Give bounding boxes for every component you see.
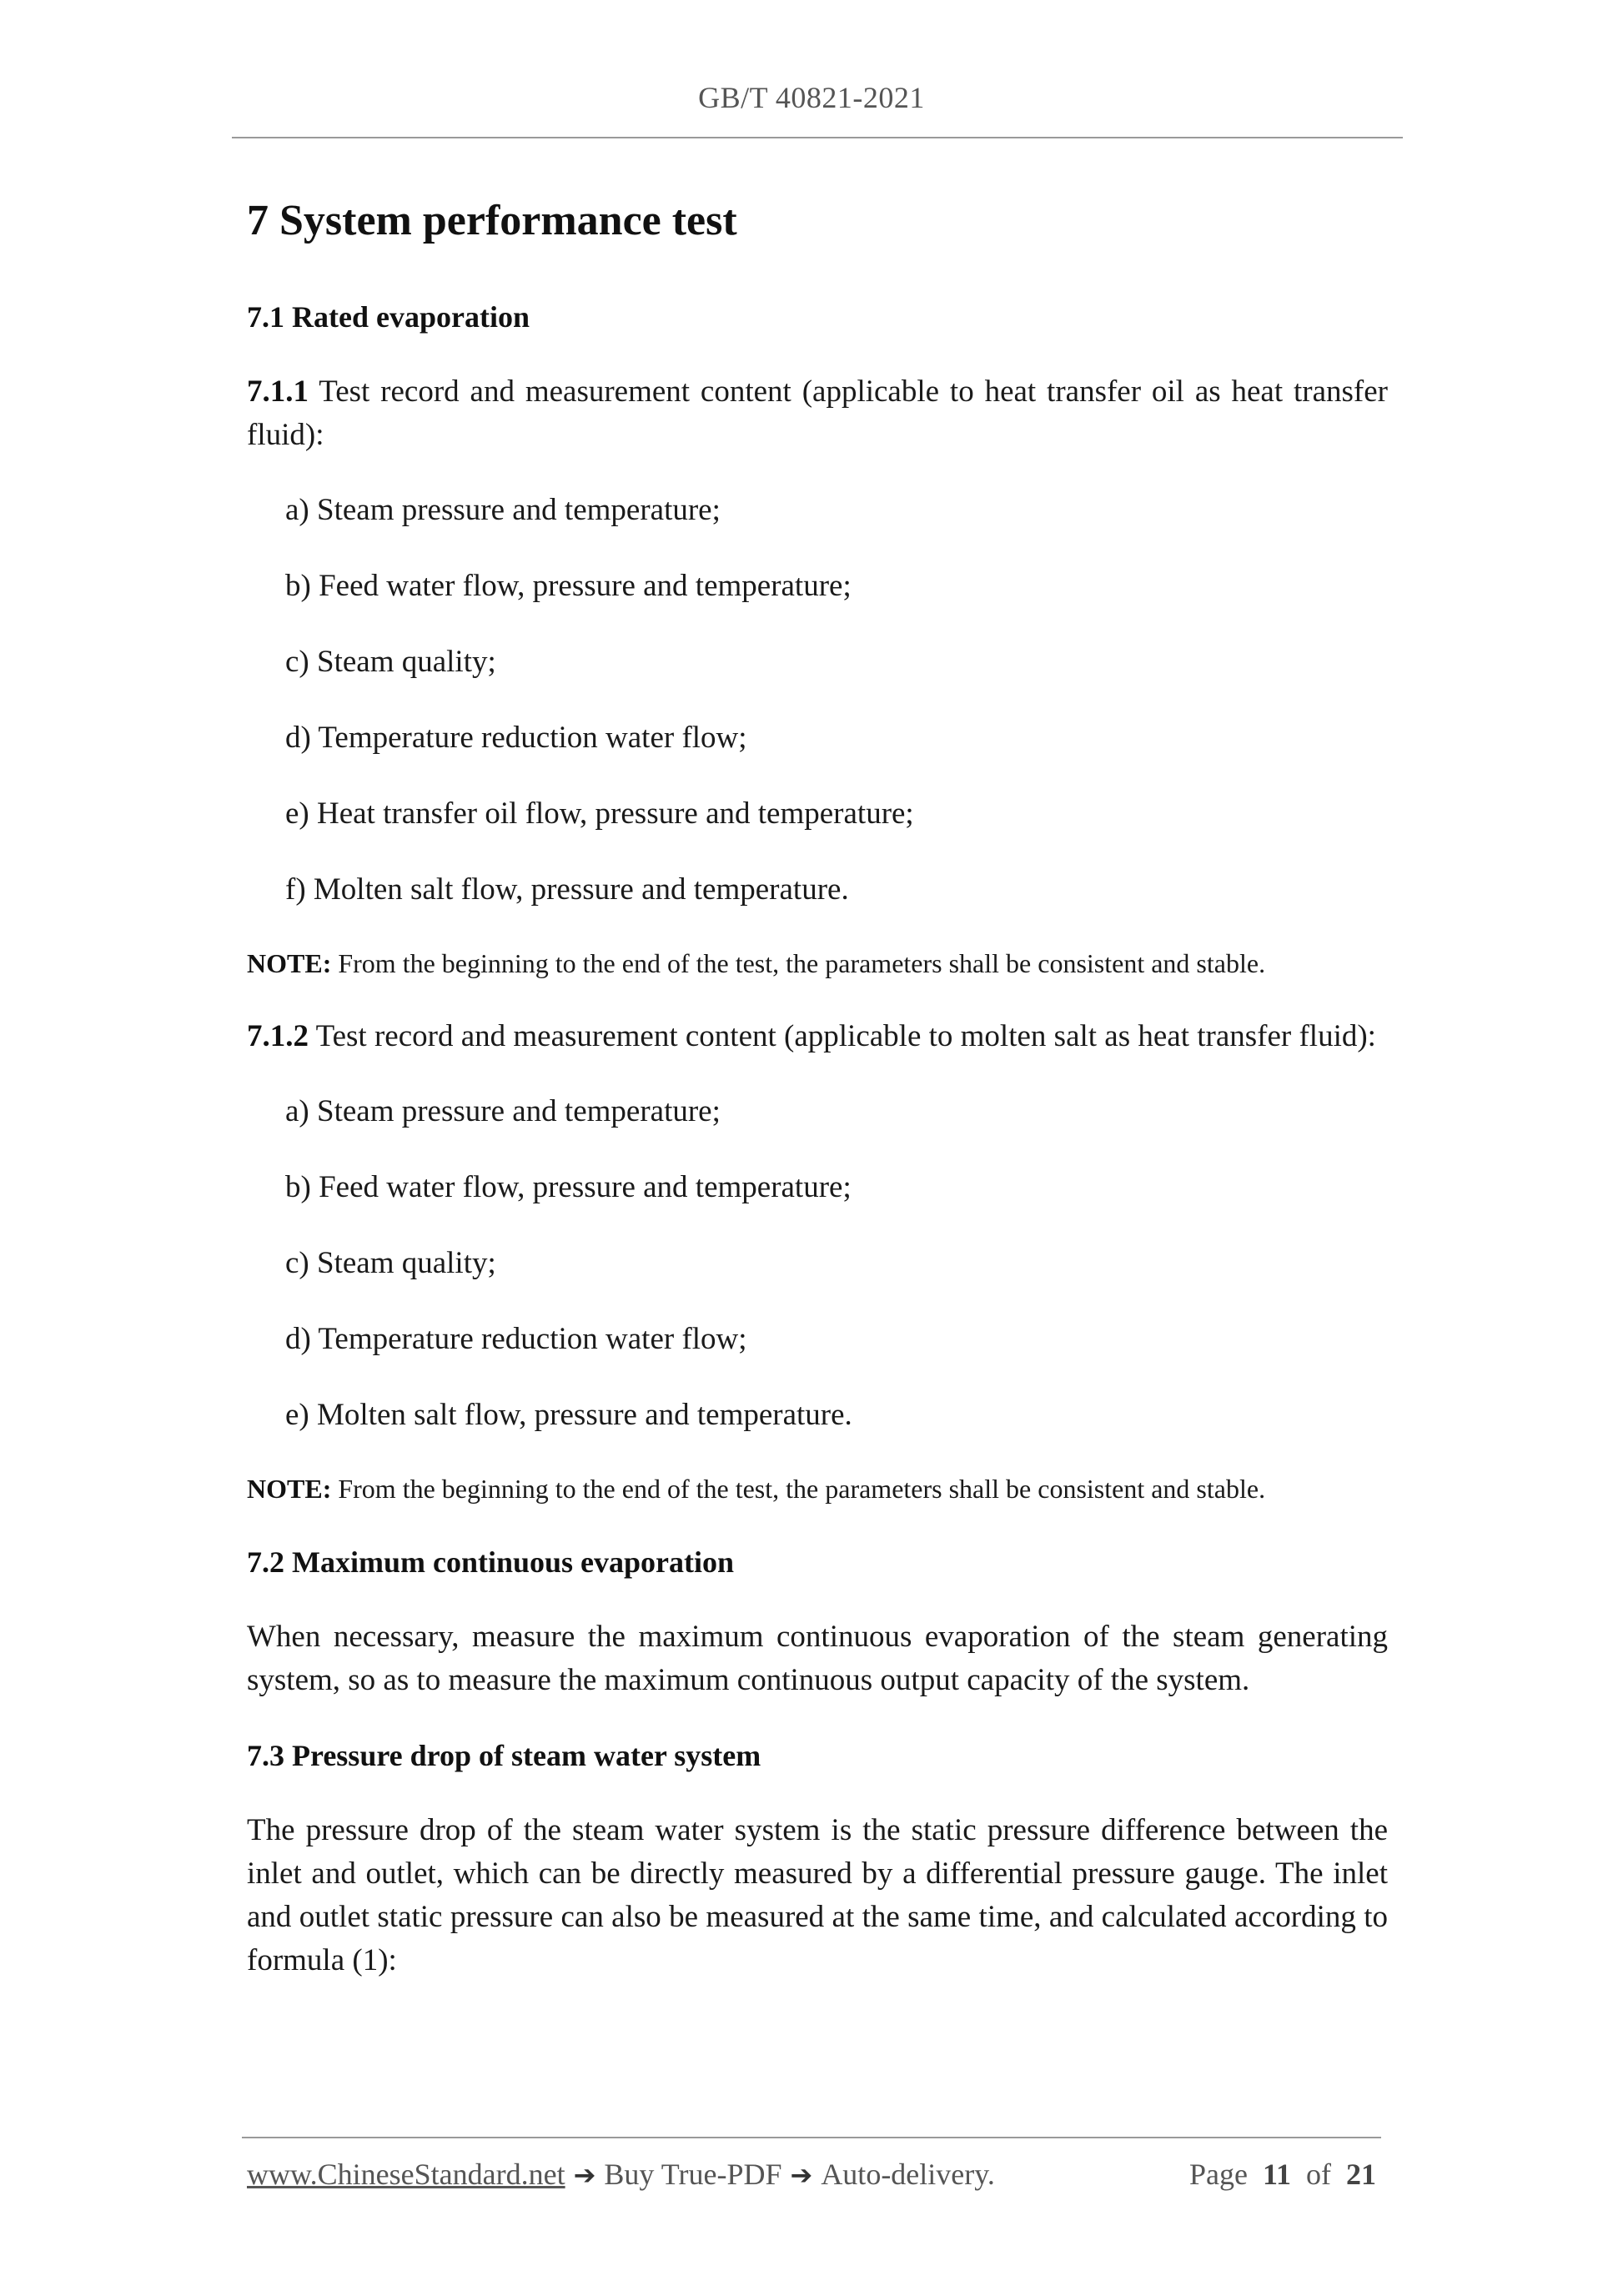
footer-divider (242, 2137, 1381, 2138)
right-arrow-icon: ➔ (573, 2159, 596, 2191)
list-item: d) Temperature reduction water flow; (285, 1322, 747, 1356)
note-label: NOTE: (247, 1474, 332, 1504)
footer-promo (247, 2157, 995, 2192)
page-footer (247, 2157, 1376, 2200)
subsection-title-7-1: 7.1 Rated evaporation (247, 300, 530, 334)
clause-text: Test record and measurement content (applicable to heat transfer oil as heat transfer fluid): (247, 374, 1388, 452)
subsection-title-7-2: 7.2 Maximum continuous evaporation (247, 1545, 735, 1579)
paragraph-7-2: When necessary, measure the maximum continuous evaporation of the steam generating system, so as to measure the maximum continuous output capacity of the system. (247, 1620, 1388, 1697)
list-item: c) Steam quality; (285, 645, 496, 679)
document-header: GB/T 40821-2021 (698, 81, 925, 114)
header-divider (232, 137, 1403, 138)
list-item: b) Feed water flow, pressure and temperature; (285, 1170, 852, 1204)
clause-number: 7.1.1 (247, 374, 309, 409)
page-total: 21 (1346, 2158, 1376, 2191)
list-item: f) Molten salt flow, pressure and temperature. (285, 872, 849, 907)
note-7-1-2 (247, 1469, 1388, 1509)
note-label: NOTE: (247, 948, 332, 978)
auto-delivery-text: Auto-delivery. (821, 2158, 995, 2191)
list-item: d) Temperature reduction water flow; (285, 721, 747, 755)
note-7-1-1 (247, 943, 1388, 983)
page-indicator (1189, 2157, 1376, 2192)
paragraph-7-3: The pressure drop of the steam water system is the static pressure difference between the inlet and outlet, which can be directly measured by a differential pressure gauge. The inlet and outlet static pressure can also be measured at the same time, and calculated according to formula (1): (247, 1813, 1388, 1977)
right-arrow-icon: ➔ (790, 2159, 813, 2191)
clause-7-1-1 (247, 370, 1388, 457)
page-of: of (1306, 2158, 1331, 2191)
list-item: e) Heat transfer oil flow, pressure and temperature; (285, 796, 914, 831)
list-item: c) Steam quality; (285, 1246, 496, 1280)
section-title: 7 System performance test (247, 197, 737, 244)
buy-true-pdf-text: Buy True-PDF (604, 2158, 782, 2191)
page-current: 11 (1262, 2158, 1291, 2191)
list-item: b) Feed water flow, pressure and temperature; (285, 569, 852, 603)
clause-7-1-2 (247, 1015, 1388, 1058)
list-item: a) Steam pressure and temperature; (285, 1094, 721, 1128)
note-text: From the beginning to the end of the test, the parameters shall be consistent and stable. (338, 1474, 1266, 1504)
clause-number: 7.1.2 (247, 1019, 309, 1053)
clause-text: Test record and measurement content (applicable to molten salt as heat transfer fluid): (315, 1019, 1376, 1053)
page-content (247, 183, 1388, 1982)
list-7-1-1 (247, 489, 1388, 912)
note-text: From the beginning to the end of the test, the parameters shall be consistent and stable. (338, 948, 1266, 978)
list-item: a) Steam pressure and temperature; (285, 493, 721, 527)
list-7-1-2 (247, 1090, 1388, 1437)
page-label: Page (1189, 2158, 1248, 2191)
website-link[interactable]: www.ChineseStandard.net (247, 2158, 565, 2191)
subsection-title-7-3: 7.3 Pressure drop of steam water system (247, 1739, 761, 1772)
list-item: e) Molten salt flow, pressure and temperature. (285, 1398, 852, 1432)
